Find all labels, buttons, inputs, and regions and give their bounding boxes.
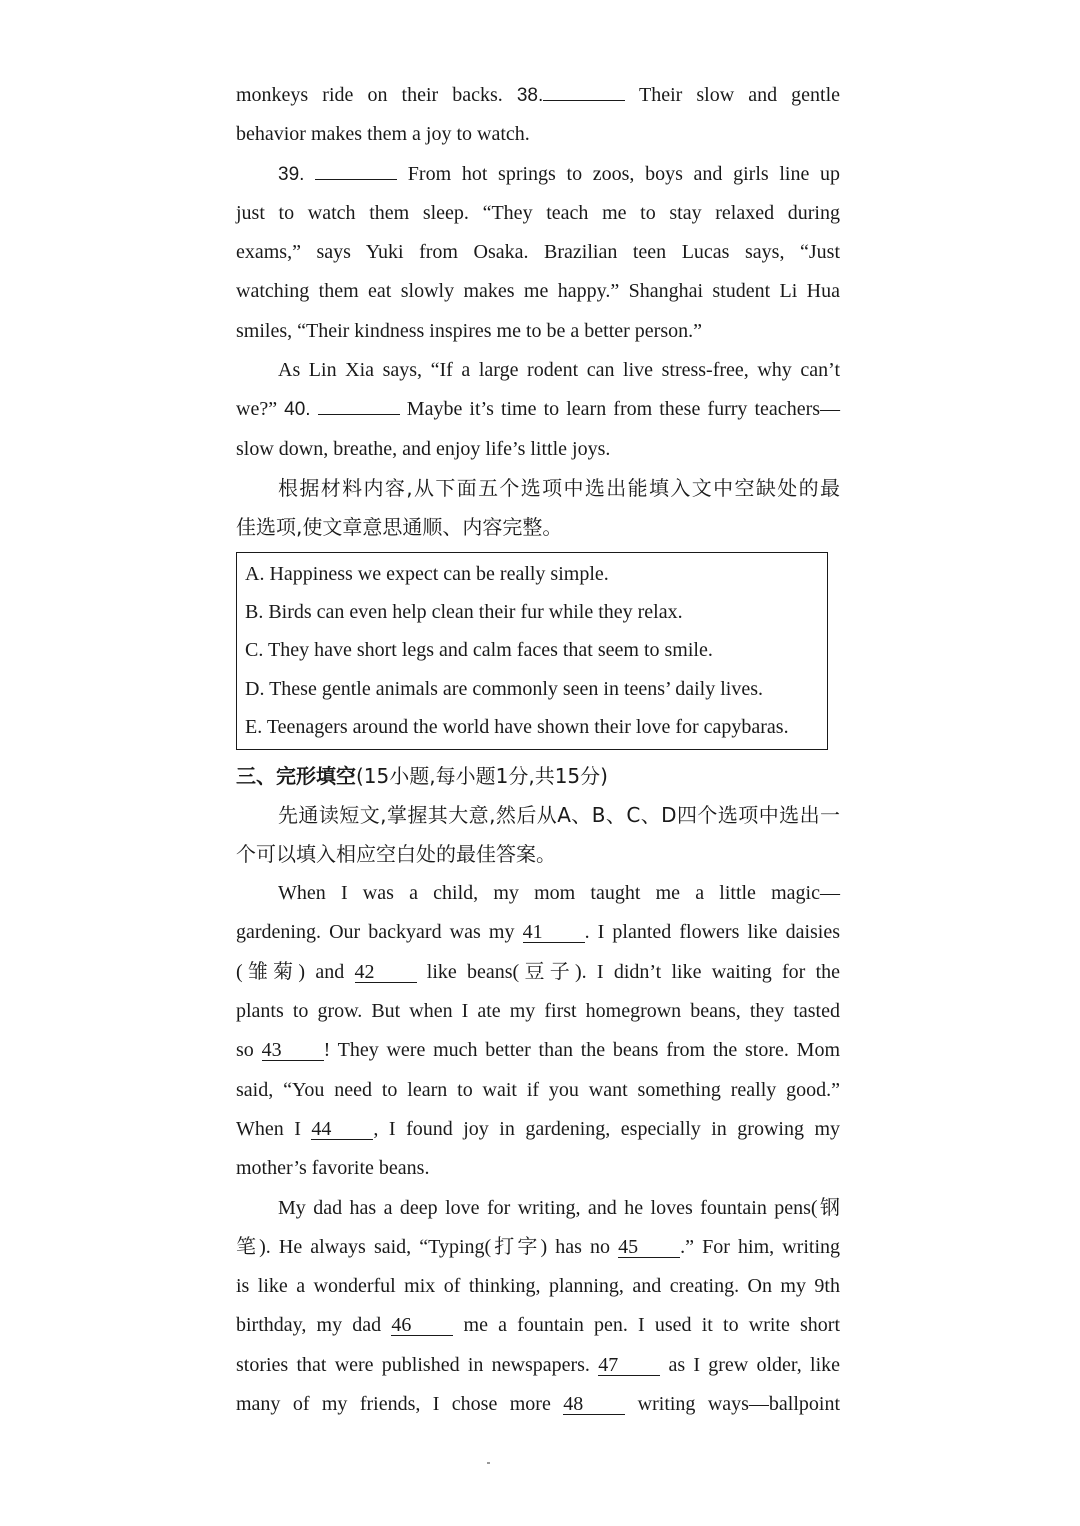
answer-blank-40: [318, 398, 400, 415]
text: When I: [236, 1117, 301, 1140]
cloze-line: [236, 1031, 840, 1070]
cloze-line: When I was a child, my mom taught me a little magic—: [278, 882, 840, 905]
option-d: D. These gentle animals are commonly seen in teens’ daily lives.: [245, 677, 763, 700]
text: From hot springs to zoos, boys and girls line up: [407, 162, 841, 185]
cloze-line: is like a wonderful mix of thinking, planning, and creating. On my 9th: [236, 1275, 840, 1298]
exam-page: [236, 76, 840, 1424]
cloze-line: [236, 1385, 840, 1424]
passage-line: [236, 76, 840, 115]
question-number-40: 40.: [284, 399, 311, 421]
text: 笔). He always said, “Typing(打字) has no: [236, 1235, 611, 1258]
page-mark: [487, 1462, 490, 1464]
passage-line: exams,” says Yuki from Osaka. Brazilian teen Lucas says, “Just: [236, 241, 840, 264]
text: so: [236, 1039, 254, 1062]
cloze-blank-45: 45: [618, 1237, 680, 1258]
text: gardening. Our backyard was my: [236, 921, 515, 944]
cloze-blank-43: 43: [262, 1040, 324, 1061]
text: .” For him, writing: [680, 1235, 841, 1258]
passage-line: watching them eat slowly makes me happy.” Shanghai student Li Hua: [236, 280, 840, 303]
options-box: [236, 552, 828, 750]
section-scoring: (15小题,每小题1分,共15分): [356, 763, 608, 788]
text: stories that were published in newspapers.: [236, 1353, 590, 1376]
cloze-line: [236, 913, 840, 952]
option-e: E. Teenagers around the world have shown their love for capybaras.: [245, 716, 789, 739]
option-a: A. Happiness we expect can be really simple.: [245, 562, 609, 585]
passage-line: [236, 155, 840, 194]
cloze-blank-48: 48: [563, 1394, 625, 1415]
cloze-blank-46: 46: [391, 1315, 453, 1336]
cloze-line: [236, 1306, 840, 1345]
passage-line: behavior makes them a joy to watch.: [236, 123, 530, 146]
option-b: B. Birds can even help clean their fur while they relax.: [245, 600, 683, 623]
cloze-line: [236, 1228, 840, 1267]
passage-line: slow down, breathe, and enjoy life’s little joys.: [236, 437, 611, 460]
text: monkeys ride on their backs.: [236, 84, 503, 106]
answer-blank-38: [543, 84, 625, 101]
question-number-39: 39.: [278, 163, 305, 185]
passage-line: just to watch them sleep. “They teach me to stay relaxed during: [236, 201, 840, 224]
cloze-line: [236, 953, 840, 992]
cloze-line: said, “You need to learn to wait if you want something really good.”: [236, 1078, 840, 1101]
question-number-38: 38.: [516, 85, 544, 106]
cloze-blank-47: 47: [598, 1355, 660, 1376]
cloze-line: [236, 1346, 840, 1385]
instruction-line: 先通读短文,掌握其大意,然后从A、B、C、D四个选项中选出一: [278, 802, 840, 827]
text: me a fountain pen. I used it to write short: [463, 1314, 841, 1337]
text: writing ways—ballpoint: [637, 1393, 841, 1416]
text: (雏菊) and: [236, 960, 345, 983]
cloze-blank-42: 42: [355, 962, 417, 983]
text: Maybe it’s time to learn from these furry teachers—: [406, 398, 841, 421]
cloze-line: plants to grow. But when I ate my first homegrown beans, they tasted: [236, 1000, 840, 1023]
text: we?”: [236, 398, 278, 421]
option-c: C. They have short legs and calm faces that seem to smile.: [245, 639, 713, 662]
passage-line: smiles, “Their kindness inspires me to be a better person.”: [236, 319, 702, 342]
text: as I grew older, like: [668, 1353, 841, 1376]
text: like beans(豆子). I didn’t like waiting for the: [426, 960, 841, 983]
answer-blank-39: [315, 163, 397, 180]
cloze-line: mother’s favorite beans.: [236, 1157, 430, 1180]
text: . I planted flowers like daisies: [584, 921, 841, 944]
instruction-line: 个可以填入相应空白处的最佳答案。: [236, 841, 556, 866]
text: , I found joy in gardening, especially in growing my: [373, 1117, 841, 1140]
passage-line: As Lin Xia says, “If a large rodent can live stress-free, why can’t: [278, 359, 840, 382]
text: many of my friends, I chose more: [236, 1393, 551, 1416]
cloze-blank-41: 41: [523, 922, 585, 943]
instruction-line: 佳选项,使文章意思通顺、内容完整。: [236, 515, 563, 540]
section-title: [236, 756, 840, 796]
cloze-line: My dad has a deep love for writing, and he loves fountain pens(钢: [278, 1196, 840, 1219]
passage-line: [236, 390, 840, 429]
cloze-line: [236, 1110, 840, 1149]
text: birthday, my dad: [236, 1314, 382, 1337]
section-heading: 三、完形填空: [236, 763, 356, 788]
cloze-blank-44: 44: [311, 1119, 373, 1140]
text: ! They were much better than the beans from the store. Mom: [323, 1039, 840, 1062]
text: Their slow and gentle: [638, 84, 841, 106]
instruction-line: 根据材料内容,从下面五个选项中选出能填入文中空缺处的最: [278, 475, 840, 500]
